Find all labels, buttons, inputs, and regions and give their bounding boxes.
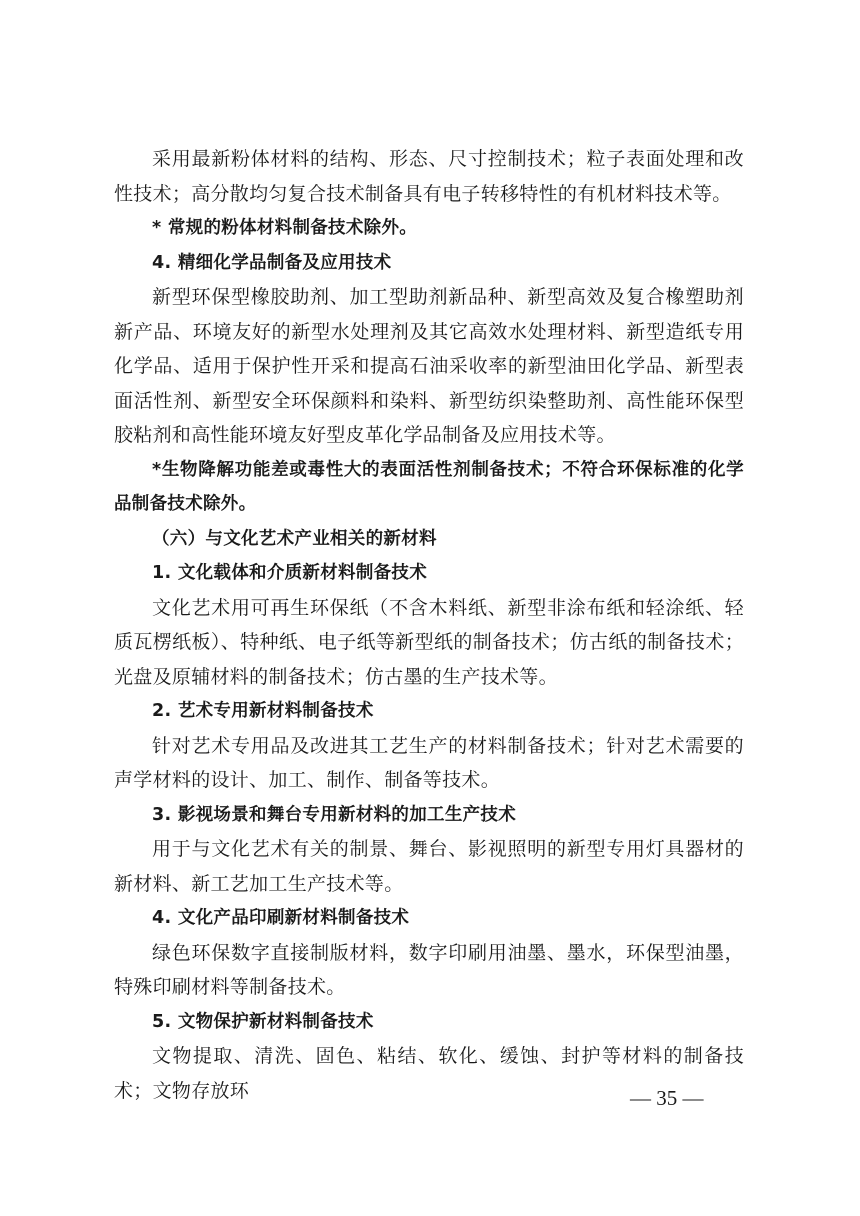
paragraph-art-materials: 针对艺术专用品及改进其工艺生产的材料制备技术；针对艺术需要的声学材料的设计、加工、制作、制备等技术。 bbox=[114, 734, 744, 791]
paragraph-culture-media: 文化艺术用可再生环保纸（不含木料纸、新型非涂布纸和轻涂纸、轻质瓦楞纸板）、特种纸、电子纸等新型纸的制备技术；仿古纸的制备技术；光盘及原辅材料的制备技术；仿古墨的生产技术等。 bbox=[114, 596, 744, 688]
heading-art-materials: 2. 艺术专用新材料制备技术 bbox=[152, 701, 374, 721]
heading-fine-chemicals: 4. 精细化学品制备及应用技术 bbox=[152, 252, 392, 273]
paragraph-printing-materials: 绿色环保数字直接制版材料，数字印刷用油墨、墨水，环保型油墨，特殊印刷材料等制备技术。 bbox=[114, 941, 744, 998]
paragraph-powder-tech: 采用最新粉体材料的结构、形态、尺寸控制技术；粒子表面处理和改性技术；高分散均匀复合技术制备具有电子转移特性的有机材料技术等。 bbox=[114, 148, 744, 205]
paragraph-relic-protection: 文物提取、清洗、固色、粘结、软化、缓蚀、封护等材料的制备技术；文物存放环 bbox=[114, 1045, 744, 1102]
paragraph-stage-materials: 用于与文化艺术有关的制景、舞台、影视照明的新型专用灯具器材的新材料、新工艺加工生产技术等。 bbox=[114, 838, 744, 895]
heading-culture-media: 1. 文化载体和介质新材料制备技术 bbox=[152, 563, 428, 583]
heading-stage-materials: 3. 影视场景和舞台专用新材料的加工生产技术 bbox=[152, 804, 517, 825]
note-surfactant-exclusion: *生物降解功能差或毒性大的表面活性剂制备技术；不符合环保标准的化学品制备技术除外。 bbox=[114, 459, 744, 514]
page-body bbox=[114, 142, 744, 1108]
heading-section-six: （六）与文化艺术产业相关的新材料 bbox=[152, 528, 437, 549]
page-number: — 35 — bbox=[630, 1086, 704, 1110]
note-powder-exclusion: * 常规的粉体材料制备技术除外。 bbox=[152, 218, 418, 238]
paragraph-fine-chemicals: 新型环保型橡胶助剂、加工型助剂新品种、新型高效及复合橡塑助剂新产品、环境友好的新型水处理剂及其它高效水处理材料、新型造纸专用化学品、适用于保护性开采和提高石油采收率的新型油田化学品、新型表面活性剂、新型安全环保颜料和染料、新型纺织染整助剂、高性能环保型胶粘剂和高性能环境友好型皮革化学品制备及应用技术等。 bbox=[114, 286, 744, 446]
heading-relic-protection: 5. 文物保护新材料制备技术 bbox=[152, 1011, 374, 1032]
heading-printing-materials: 4. 文化产品印刷新材料制备技术 bbox=[152, 908, 410, 928]
